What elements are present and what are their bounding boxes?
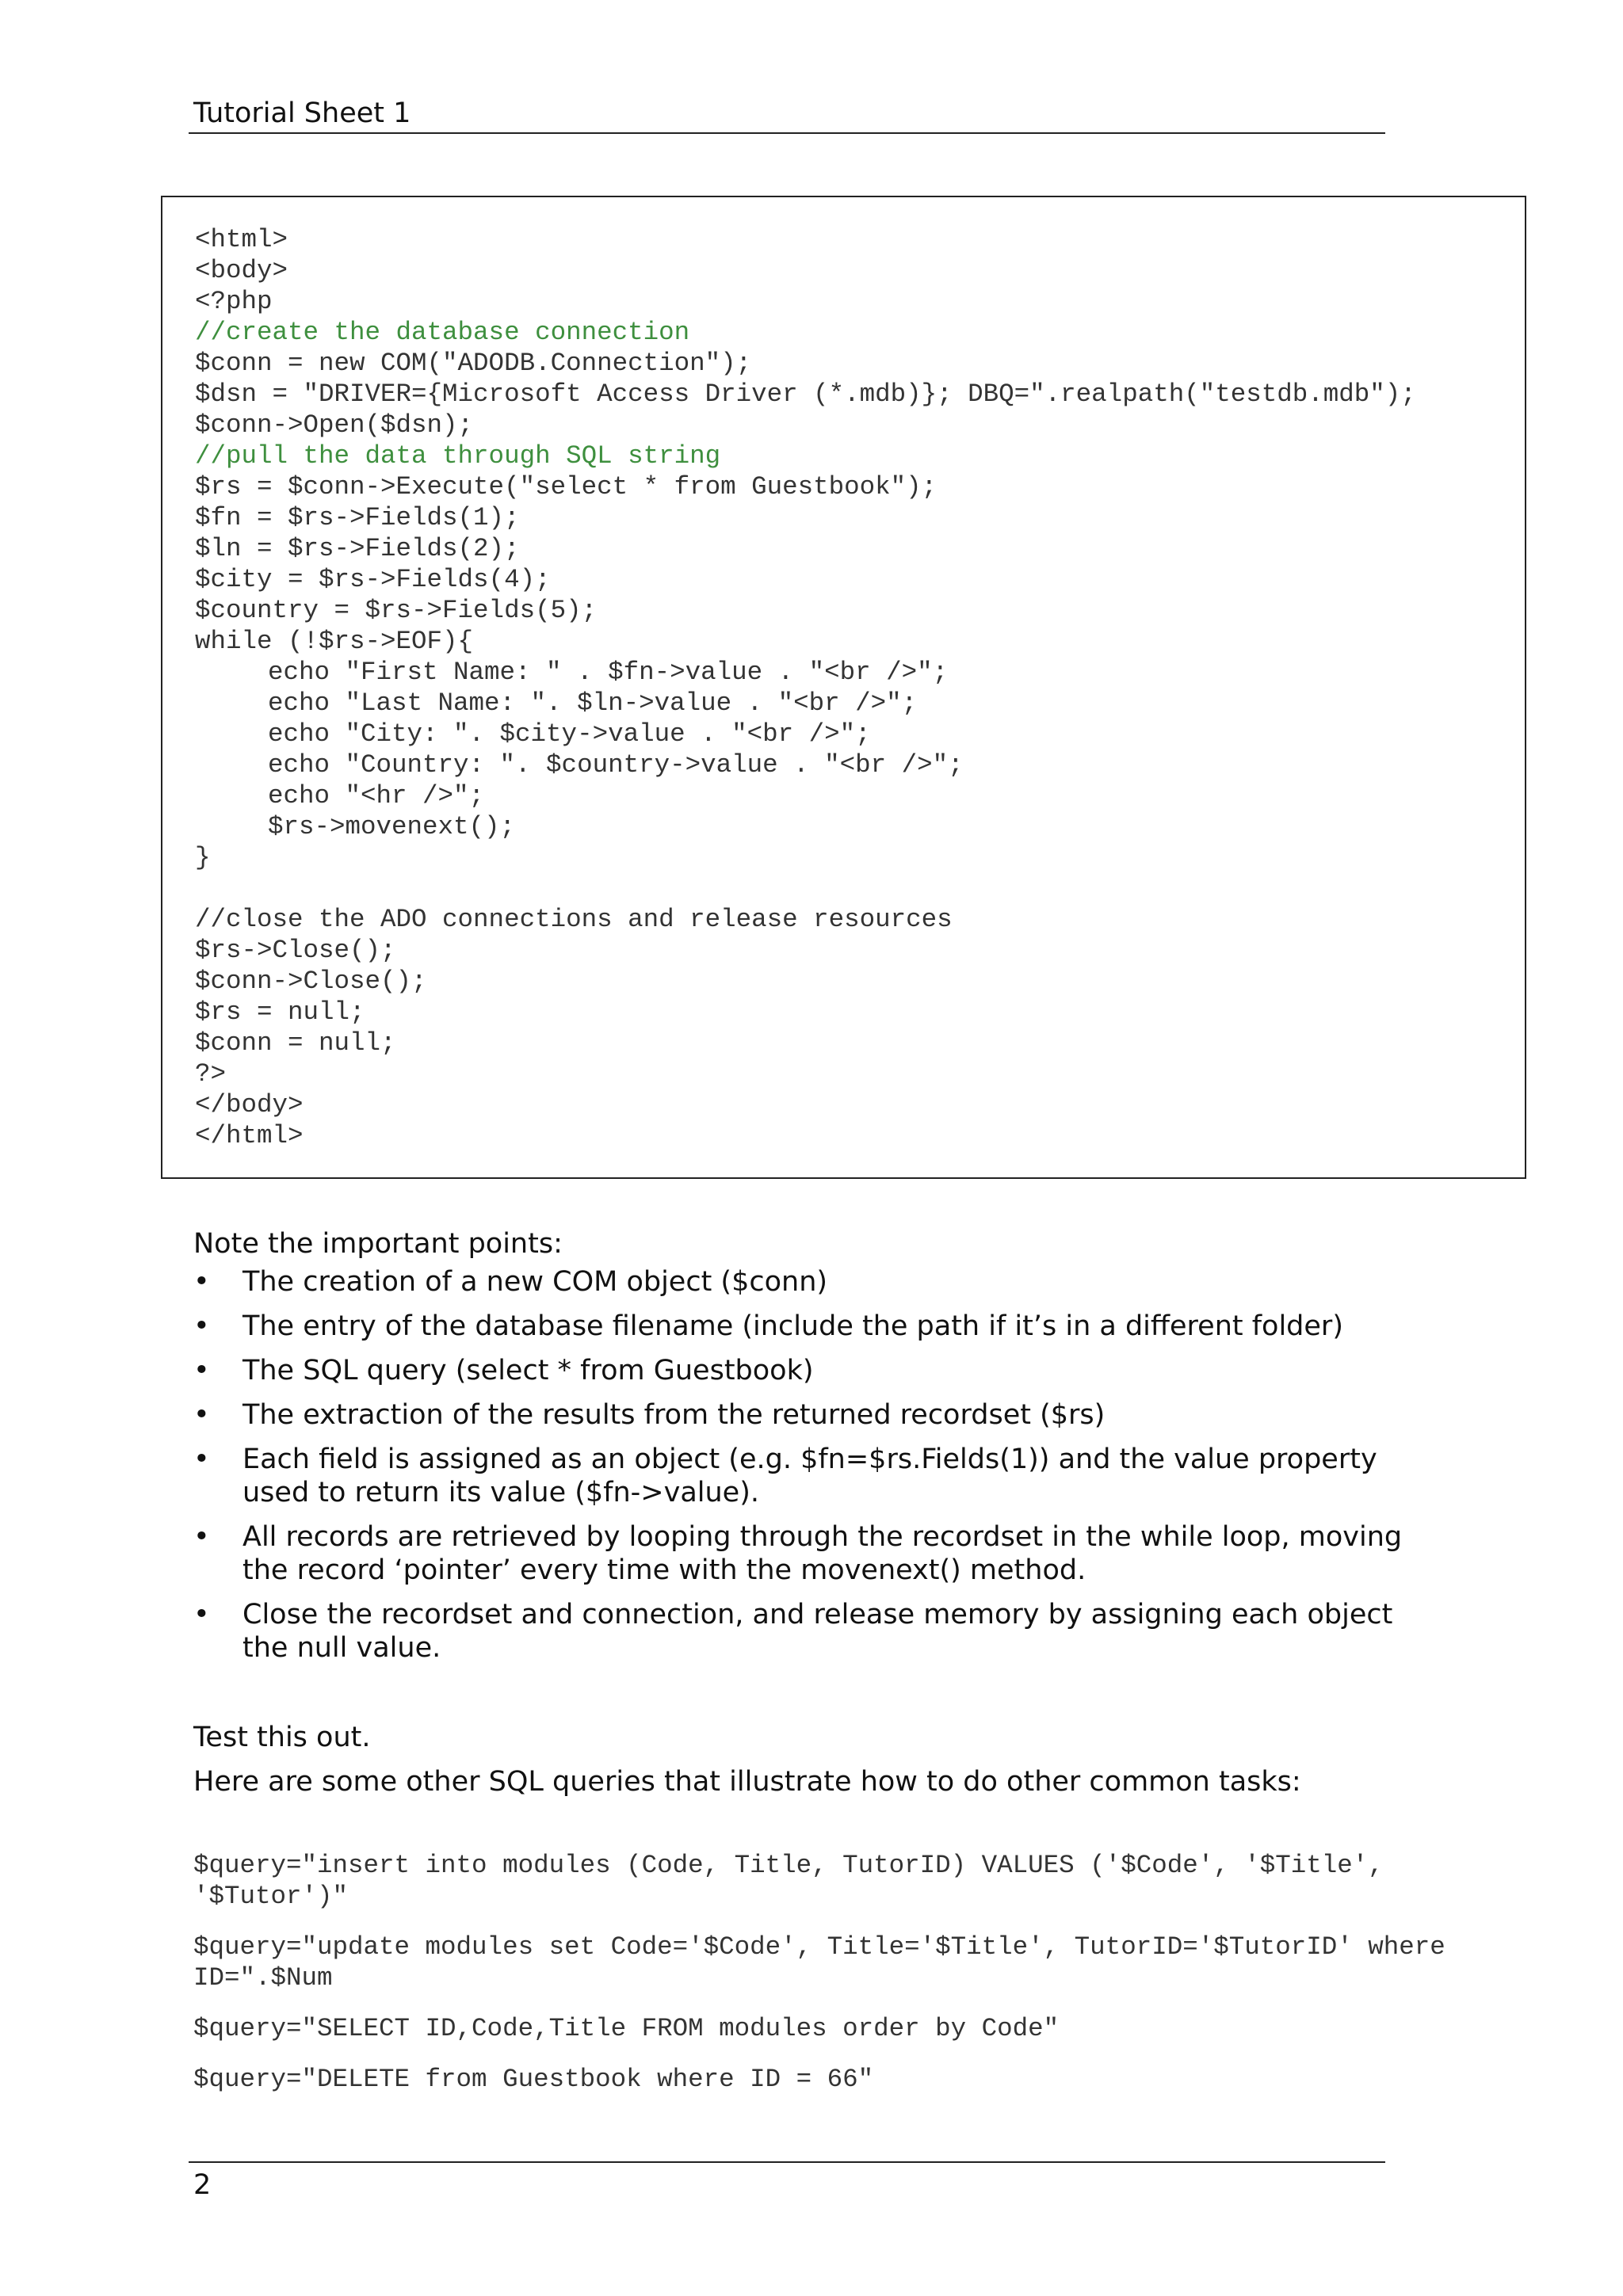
note-item xyxy=(193,1310,1406,1343)
note-text: The extraction of the results from the returned recordset ($rs) xyxy=(242,1399,1106,1431)
sql-query-examples xyxy=(193,1850,1541,2115)
notes-heading: Note the important points: xyxy=(193,1228,563,1260)
note-item xyxy=(193,1354,1406,1387)
code-line: <html> xyxy=(195,225,288,254)
footer-rule xyxy=(189,2161,1385,2163)
code-line: while (!$rs->EOF){ xyxy=(195,627,474,656)
bullet-icon: • xyxy=(193,1599,210,1630)
note-text: Close the recordset and connection, and release memory by assigning each object the null value. xyxy=(242,1599,1393,1664)
code-line: $city = $rs->Fields(4); xyxy=(195,565,551,594)
code-line: $conn->Close(); xyxy=(195,967,427,996)
code-line: echo "<hr />"; xyxy=(268,781,485,810)
note-item xyxy=(193,1598,1406,1665)
code-line: $rs = null; xyxy=(195,997,365,1027)
code-line: echo "Last Name: ". $ln->value . "<br />"; xyxy=(268,688,918,718)
other-queries-intro: Here are some other SQL queries that illustrate how to do other common tasks: xyxy=(193,1766,1301,1798)
code-line: $conn = new COM("ADODB.Connection"); xyxy=(195,349,752,378)
code-line: $fn = $rs->Fields(1); xyxy=(195,503,520,532)
note-text: All records are retrieved by looping through the recordset in the while loop, moving the record ‘pointer’ every time with the movenext() method. xyxy=(242,1521,1403,1586)
notes-list xyxy=(193,1265,1406,1676)
code-line: </body> xyxy=(195,1090,304,1119)
code-line: $dsn = "DRIVER={Microsoft Access Driver (*.mdb)}; DBQ=".realpath("testdb.mdb"); xyxy=(195,379,1416,409)
code-line: $rs->Close(); xyxy=(195,936,396,965)
code-line: echo "City: ". $city->value . "<br />"; xyxy=(268,719,871,749)
code-listing xyxy=(195,224,1416,1151)
bullet-icon: • xyxy=(193,1266,210,1298)
code-line: $conn = null; xyxy=(195,1028,396,1058)
code-line: } xyxy=(195,843,211,872)
sql-query-line: $query="insert into modules (Code, Title, TutorID) VALUES ('$Code', '$Title', '$Tutor')" xyxy=(193,1851,1384,1911)
page-number: 2 xyxy=(193,2169,212,2201)
note-item xyxy=(193,1520,1406,1587)
note-item xyxy=(193,1265,1406,1299)
note-text: The SQL query (select * from Guestbook) xyxy=(242,1355,814,1386)
page-header-title: Tutorial Sheet 1 xyxy=(193,97,411,129)
bullet-icon: • xyxy=(193,1444,210,1475)
note-item xyxy=(193,1398,1406,1432)
code-line: <?php xyxy=(195,287,273,316)
code-line: //close the ADO connections and release resources xyxy=(195,905,953,934)
code-line: $rs->movenext(); xyxy=(268,812,516,841)
code-listing-box xyxy=(161,196,1526,1179)
test-instruction: Test this out. xyxy=(193,1722,371,1753)
code-line xyxy=(195,873,1416,904)
code-comment-line: //create the database connection xyxy=(195,318,690,347)
code-line: echo "First Name: " . $fn->value . "<br />"; xyxy=(268,658,949,687)
bullet-icon: • xyxy=(193,1399,210,1431)
code-line: $ln = $rs->Fields(2); xyxy=(195,534,520,563)
code-line: <body> xyxy=(195,256,288,285)
code-line: </html> xyxy=(195,1121,304,1150)
header-rule xyxy=(189,132,1385,134)
sql-query-line: $query="SELECT ID,Code,Title FROM modules order by Code" xyxy=(193,2014,1060,2043)
code-line: echo "Country: ". $country->value . "<br />"; xyxy=(268,750,964,780)
code-line: ?> xyxy=(195,1059,227,1089)
note-item xyxy=(193,1443,1406,1509)
note-text: The creation of a new COM object ($conn) xyxy=(242,1266,828,1298)
bullet-icon: • xyxy=(193,1310,210,1342)
sql-query-line: $query="DELETE from Guestbook where ID = 66" xyxy=(193,2065,874,2094)
bullet-icon: • xyxy=(193,1521,210,1553)
code-line: $country = $rs->Fields(5); xyxy=(195,596,598,625)
code-comment-line: //pull the data through SQL string xyxy=(195,441,721,471)
code-line: $conn->Open($dsn); xyxy=(195,410,474,440)
note-text: Each field is assigned as an object (e.g. $fn=$rs.Fields(1)) and the value property used to return its value ($fn->value). xyxy=(242,1444,1377,1508)
bullet-icon: • xyxy=(193,1355,210,1386)
sql-query-line: $query="update modules set Code='$Code', Title='$Title', TutorID='$TutorID' where ID=".$Num xyxy=(193,1932,1445,1993)
note-text: The entry of the database filename (include the path if it’s in a different folder) xyxy=(242,1310,1343,1342)
code-line: $rs = $conn->Execute("select * from Guestbook"); xyxy=(195,472,938,502)
